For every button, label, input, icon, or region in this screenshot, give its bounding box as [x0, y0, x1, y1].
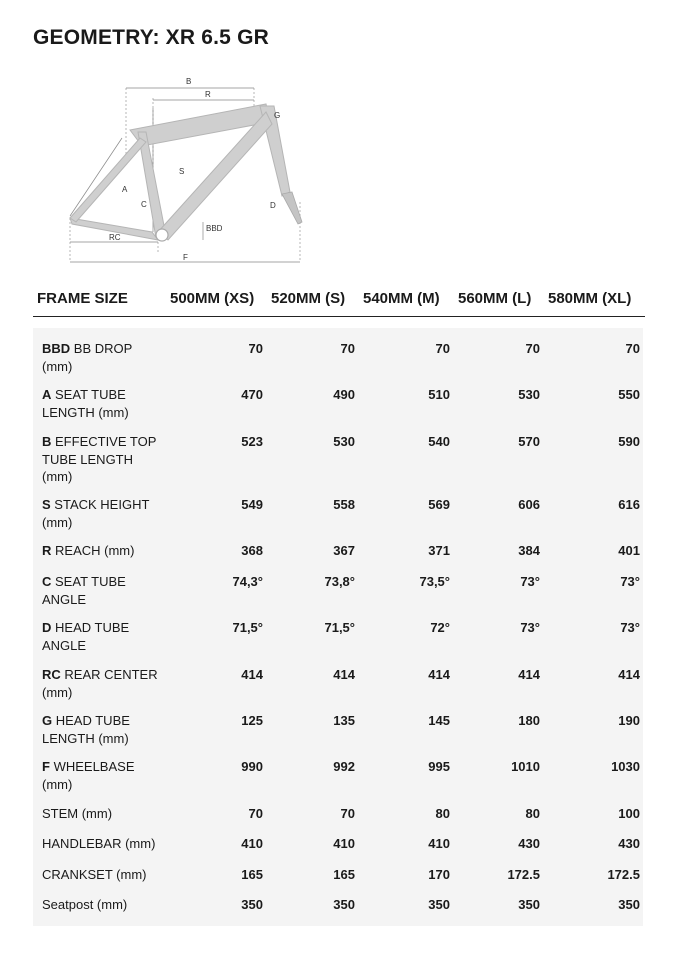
cell-value: 165	[333, 867, 355, 882]
cell-value: 350	[518, 897, 540, 912]
row-text: HEAD TUBE ANGLE	[42, 620, 130, 653]
cell-value: 74,3°	[232, 574, 263, 589]
row-text: STACK HEIGHT (mm)	[42, 497, 150, 530]
row-label	[42, 386, 162, 421]
cell-value: 384	[518, 543, 540, 558]
row-label	[42, 619, 162, 654]
diagram-label-a: A	[122, 185, 128, 194]
cell-value: 172.5	[607, 867, 640, 882]
header-size-l: 560MM (L)	[458, 290, 532, 307]
cell-value: 350	[428, 897, 450, 912]
cell-value: 401	[618, 543, 640, 558]
row-code: D	[42, 620, 52, 635]
row-text: STEM (mm)	[42, 806, 113, 821]
row-code: R	[42, 543, 52, 558]
cell-value: 80	[435, 806, 450, 821]
row-text: HEAD TUBE LENGTH (mm)	[42, 713, 130, 746]
cell-value: 523	[241, 434, 263, 449]
row-label	[42, 758, 162, 793]
diagram-label-b: B	[186, 77, 192, 86]
row-code: BBD	[42, 341, 71, 356]
cell-value: 570	[518, 434, 540, 449]
cell-value: 73°	[520, 574, 540, 589]
cell-value: 100	[618, 806, 640, 821]
row-text: HANDLEBAR (mm)	[42, 836, 156, 851]
cell-value: 606	[518, 497, 540, 512]
cell-value: 410	[333, 836, 355, 851]
cell-value: 414	[428, 667, 450, 682]
row-label	[42, 835, 162, 853]
cell-value: 73,8°	[324, 574, 355, 589]
cell-value: 371	[428, 543, 450, 558]
row-label	[42, 712, 162, 747]
cell-value: 70	[435, 341, 450, 356]
cell-value: 70	[248, 341, 263, 356]
cell-value: 470	[241, 387, 263, 402]
cell-value: 995	[428, 759, 450, 774]
cell-value: 70	[525, 341, 540, 356]
row-label	[42, 573, 162, 608]
cell-value: 530	[518, 387, 540, 402]
cell-value: 72°	[430, 620, 450, 635]
cell-value: 410	[241, 836, 263, 851]
row-label	[42, 542, 162, 560]
diagram-label-f: F	[183, 253, 188, 262]
row-text: BB DROP (mm)	[42, 341, 133, 374]
cell-value: 172.5	[507, 867, 540, 882]
cell-value: 71,5°	[232, 620, 263, 635]
row-text: EFFECTIVE TOP TUBE LENGTH (mm)	[42, 434, 157, 484]
row-code: RC	[42, 667, 61, 682]
row-code: C	[42, 574, 52, 589]
row-label	[42, 340, 162, 375]
row-label	[42, 433, 162, 486]
cell-value: 73°	[620, 620, 640, 635]
row-text: SEAT TUBE LENGTH (mm)	[42, 387, 129, 420]
row-label	[42, 496, 162, 531]
cell-value: 70	[340, 806, 355, 821]
header-size-xl: 580MM (XL)	[548, 290, 632, 307]
row-text: CRANKSET (mm)	[42, 867, 147, 882]
row-code: G	[42, 713, 53, 728]
cell-value: 414	[333, 667, 355, 682]
cell-value: 70	[625, 341, 640, 356]
row-code: S	[42, 497, 51, 512]
diagram-label-c: C	[141, 200, 147, 209]
row-text: SEAT TUBE ANGLE	[42, 574, 126, 607]
row-code: F	[42, 759, 50, 774]
cell-value: 1010	[511, 759, 540, 774]
row-text: REAR CENTER (mm)	[42, 667, 158, 700]
row-label	[42, 805, 162, 823]
cell-value: 490	[333, 387, 355, 402]
cell-value: 350	[241, 897, 263, 912]
cell-value: 1030	[611, 759, 640, 774]
diagram-label-s: S	[179, 167, 185, 176]
geometry-table	[33, 328, 643, 926]
cell-value: 410	[428, 836, 450, 851]
cell-value: 73°	[520, 620, 540, 635]
cell-value: 73,5°	[419, 574, 450, 589]
table-header	[33, 280, 645, 317]
cell-value: 71,5°	[324, 620, 355, 635]
row-label	[42, 666, 162, 701]
cell-value: 569	[428, 497, 450, 512]
cell-value: 70	[340, 341, 355, 356]
cell-value: 165	[241, 867, 263, 882]
cell-value: 70	[248, 806, 263, 821]
cell-value: 125	[241, 713, 263, 728]
cell-value: 558	[333, 497, 355, 512]
cell-value: 414	[241, 667, 263, 682]
row-text: Seatpost (mm)	[42, 897, 128, 912]
cell-value: 540	[428, 434, 450, 449]
header-size-s: 520MM (S)	[271, 290, 346, 307]
diagram-label-rc: RC	[109, 233, 121, 242]
header-frame-size: FRAME SIZE	[37, 290, 128, 307]
cell-value: 990	[241, 759, 263, 774]
diagram-label-g: G	[274, 111, 281, 120]
header-size-m: 540MM (M)	[363, 290, 440, 307]
cell-value: 170	[428, 867, 450, 882]
row-label	[42, 866, 162, 884]
page-title: GEOMETRY: XR 6.5 GR	[33, 26, 269, 49]
cell-value: 414	[618, 667, 640, 682]
frame-geometry-diagram	[60, 72, 310, 268]
cell-value: 350	[618, 897, 640, 912]
cell-value: 530	[333, 434, 355, 449]
cell-value: 73°	[620, 574, 640, 589]
cell-value: 368	[241, 543, 263, 558]
cell-value: 550	[618, 387, 640, 402]
header-size-xs: 500MM (XS)	[170, 290, 255, 307]
row-text: REACH (mm)	[55, 543, 135, 558]
row-text: WHEELBASE (mm)	[42, 759, 135, 792]
cell-value: 350	[333, 897, 355, 912]
cell-value: 135	[333, 713, 355, 728]
cell-value: 992	[333, 759, 355, 774]
cell-value: 590	[618, 434, 640, 449]
cell-value: 414	[518, 667, 540, 682]
cell-value: 430	[518, 836, 540, 851]
cell-value: 510	[428, 387, 450, 402]
cell-value: 80	[525, 806, 540, 821]
cell-value: 549	[241, 497, 263, 512]
cell-value: 145	[428, 713, 450, 728]
row-code: B	[42, 434, 52, 449]
cell-value: 367	[333, 543, 355, 558]
cell-value: 190	[618, 713, 640, 728]
cell-value: 616	[618, 497, 640, 512]
row-code: A	[42, 387, 52, 402]
cell-value: 430	[618, 836, 640, 851]
diagram-label-d: D	[270, 201, 276, 210]
diagram-label-bbd: BBD	[206, 224, 223, 233]
diagram-label-r: R	[205, 90, 211, 99]
row-label	[42, 896, 162, 914]
cell-value: 180	[518, 713, 540, 728]
